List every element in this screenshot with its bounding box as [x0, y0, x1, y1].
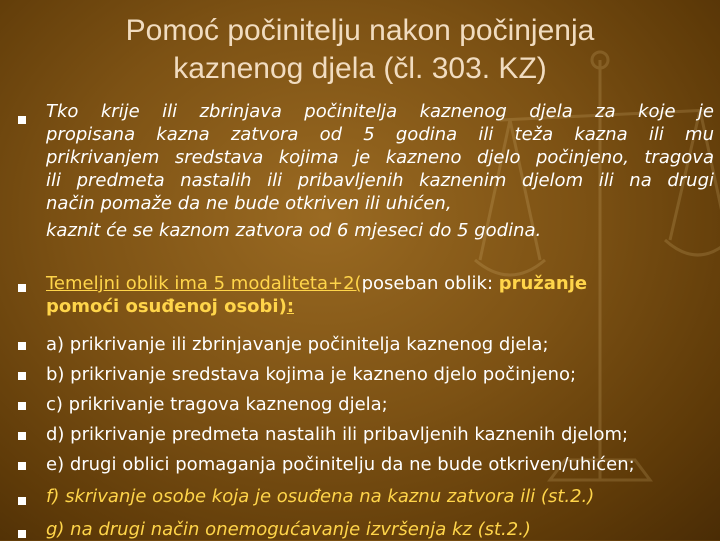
square-bullet-icon [18, 530, 26, 538]
slide-title [0, 12, 720, 88]
title-line-2: kaznenog djela (čl. 303. KZ) [173, 52, 547, 85]
title-line-1: Pomoć počinitelju nakon počinjenja [125, 14, 595, 47]
paragraph-line: prikrivanjem sredstava kojima je kazneno djelo počinjeno, tragova [46, 147, 714, 168]
colon-underlined: : [286, 296, 295, 317]
square-bullet-icon [18, 342, 26, 350]
special-form-label: poseban oblik [361, 273, 487, 294]
square-bullet-icon [18, 372, 26, 380]
paragraph-line: propisana kazna zatvora od 5 godina ili teža kazna ili mu [46, 124, 714, 145]
paragraph-line: način pomaže da ne bude otkriven ili uhićen, [46, 193, 452, 214]
square-bullet-icon [18, 402, 26, 410]
square-bullet-icon [18, 432, 26, 440]
paragraph-line: kaznit će se kaznom zatvora od 6 mjeseci do 5 godina. [46, 220, 542, 241]
paragraph-line: Tko krije ili zbrinjava počinitelja kaznenog djela za koje je [46, 101, 714, 122]
paragraph-line: ili predmeta nastalih ili pribavljenih kaznenim djelom ili na drugi [46, 170, 714, 191]
square-bullet-icon [18, 284, 26, 292]
square-bullet-icon [18, 497, 26, 505]
colon: : [486, 273, 499, 294]
assistance-text-cont: pomoći osuđenoj osobi) [46, 296, 287, 317]
square-bullet-icon [18, 462, 26, 470]
square-bullet-icon [18, 116, 26, 124]
modality-text: Temeljni oblik ima 5 modaliteta+2( [46, 273, 362, 294]
assistance-text: pružanje [498, 273, 588, 294]
